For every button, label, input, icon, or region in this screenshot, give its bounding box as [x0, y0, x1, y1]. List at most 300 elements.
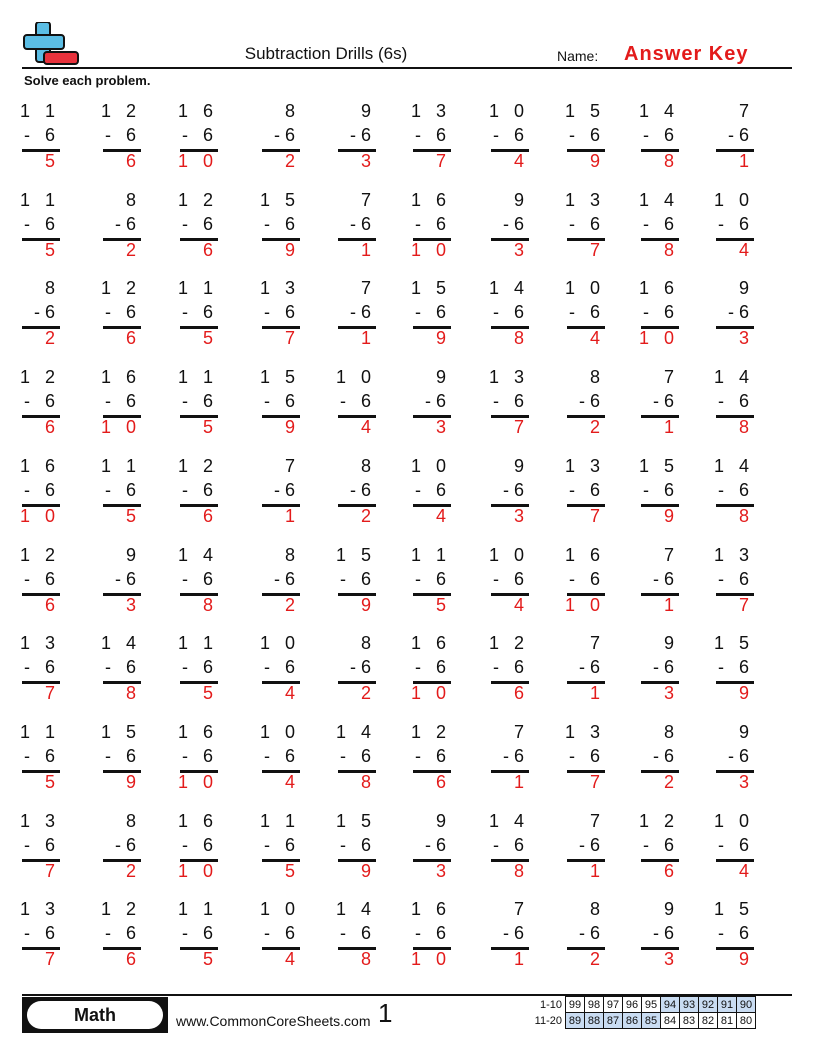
answer: 2 [125, 861, 141, 881]
subtraction-problem [638, 456, 679, 526]
answer: 3 [125, 595, 141, 615]
subtraction-problem [100, 278, 141, 348]
subtraction-problem [716, 722, 754, 792]
subtraction-problem [259, 722, 300, 792]
answer: 6 [513, 683, 529, 703]
score-cell: 95 [642, 997, 661, 1013]
minuend: 9 [513, 190, 529, 210]
subtrahend: - 6 [181, 746, 218, 766]
answer: 7 [738, 595, 754, 615]
answer: 9 [738, 949, 754, 969]
instructions: Solve each problem. [24, 73, 151, 88]
subtraction-problem [564, 456, 605, 526]
score-cell: 81 [718, 1013, 737, 1029]
answer: 8 [202, 595, 218, 615]
minuend: 8 [589, 899, 605, 919]
minuend: 9 [435, 367, 451, 387]
answer: 7 [44, 683, 60, 703]
subtraction-problem [19, 899, 60, 969]
subtraction-problem [259, 633, 300, 703]
minuend: 9 [738, 278, 754, 298]
minuend: 8 [589, 367, 605, 387]
subtrahend: -6 [727, 746, 754, 766]
subtraction-problem [335, 722, 376, 792]
answer: 6 [202, 506, 218, 526]
minuend: 1 3 [19, 633, 60, 653]
subtraction-problem [19, 101, 60, 171]
answer: 2 [284, 151, 300, 171]
minuend: 7 [663, 367, 679, 387]
subtrahend: -6 [652, 657, 679, 677]
subtrahend: -6 [502, 214, 529, 234]
subtraction-problem [488, 101, 529, 171]
minuend: 1 5 [638, 456, 679, 476]
answer: 8 [360, 949, 376, 969]
answer: 4 [513, 151, 529, 171]
answer: 8 [360, 772, 376, 792]
subtrahend: -6 [114, 214, 141, 234]
minuend: 1 4 [638, 190, 679, 210]
answer: 6 [125, 949, 141, 969]
score-cell: 82 [699, 1013, 718, 1029]
minuend: 9 [738, 722, 754, 742]
score-cell: 98 [585, 997, 604, 1013]
minuend: 1 3 [564, 456, 605, 476]
subtraction-problem [638, 278, 679, 348]
minuend: 1 6 [638, 278, 679, 298]
subtraction-problem [100, 456, 141, 526]
subtrahend: -6 [349, 214, 376, 234]
minuend: 9 [360, 101, 376, 121]
answer: 6 [202, 240, 218, 260]
subtrahend: - 6 [339, 391, 376, 411]
subtraction-problem [19, 456, 60, 526]
header-divider [22, 67, 792, 69]
minuend: 8 [360, 456, 376, 476]
subtrahend: - 6 [339, 835, 376, 855]
minuend: 1 4 [100, 633, 141, 653]
minuend: 1 6 [100, 367, 141, 387]
subtrahend: - 6 [23, 569, 60, 589]
subtraction-problem [564, 545, 605, 615]
subtrahend: -6 [727, 125, 754, 145]
answer: 1 0 [410, 949, 451, 969]
minuend: 8 [284, 101, 300, 121]
name-label: Name: [557, 48, 599, 64]
score-cell: 83 [680, 1013, 699, 1029]
subtraction-problem [100, 899, 141, 969]
subtrahend: - 6 [717, 835, 754, 855]
minuend: 1 1 [177, 367, 218, 387]
subtrahend: - 6 [263, 214, 300, 234]
subtraction-problem [177, 899, 218, 969]
minuend: 1 3 [564, 722, 605, 742]
minuend: 1 0 [713, 190, 754, 210]
minuend: 1 0 [259, 722, 300, 742]
answer: 1 [513, 949, 529, 969]
subtraction-problem [491, 190, 529, 260]
subtrahend: - 6 [642, 125, 679, 145]
minuend: 1 3 [410, 101, 451, 121]
answer: 6 [435, 772, 451, 792]
answer: 4 [435, 506, 451, 526]
subtrahend: - 6 [23, 480, 60, 500]
answer: 7 [589, 772, 605, 792]
subtraction-problem [19, 811, 60, 881]
answer: 6 [125, 328, 141, 348]
minuend: 1 3 [19, 811, 60, 831]
subtraction-problem [713, 367, 754, 437]
minuend: 1 4 [713, 456, 754, 476]
subtraction-problem [262, 456, 300, 526]
subtraction-problem [100, 101, 141, 171]
answer: 3 [663, 949, 679, 969]
answer: 9 [663, 506, 679, 526]
subtrahend: - 6 [642, 480, 679, 500]
minuend: 1 4 [488, 278, 529, 298]
minuend: 1 1 [177, 633, 218, 653]
answer: 5 [435, 595, 451, 615]
minuend: 1 3 [564, 190, 605, 210]
subtraction-problem [338, 190, 376, 260]
answer: 6 [125, 151, 141, 171]
answer: 1 [663, 417, 679, 437]
subtrahend: - 6 [568, 569, 605, 589]
subtrahend: - 6 [263, 923, 300, 943]
subtrahend: - 6 [181, 302, 218, 322]
subtrahend: -6 [578, 835, 605, 855]
subtraction-problem [410, 101, 451, 171]
subtraction-problem [177, 278, 218, 348]
subtrahend: - 6 [717, 214, 754, 234]
answer: 1 0 [19, 506, 60, 526]
answer: 3 [360, 151, 376, 171]
answer: 6 [44, 595, 60, 615]
score-cell: 84 [661, 1013, 680, 1029]
answer: 1 [663, 595, 679, 615]
subtraction-problem [100, 367, 141, 437]
subtrahend: - 6 [568, 125, 605, 145]
subtraction-problem [713, 190, 754, 260]
subtrahend: - 6 [23, 657, 60, 677]
subtraction-problem [19, 190, 60, 260]
subtraction-problem [177, 811, 218, 881]
answer: 4 [738, 240, 754, 260]
minuend: 1 3 [488, 367, 529, 387]
subtraction-problem [177, 456, 218, 526]
answer: 2 [663, 772, 679, 792]
answer: 4 [360, 417, 376, 437]
minuend: 1 4 [638, 101, 679, 121]
subtrahend: - 6 [23, 391, 60, 411]
answer: 2 [125, 240, 141, 260]
minuend: 7 [738, 101, 754, 121]
subtrahend: - 6 [414, 923, 451, 943]
answer: 2 [589, 949, 605, 969]
minuend: 1 2 [100, 899, 141, 919]
subtrahend: - 6 [104, 657, 141, 677]
answer: 7 [284, 328, 300, 348]
answer: 1 [513, 772, 529, 792]
subtrahend: - 6 [414, 214, 451, 234]
site-url: www.CommonCoreSheets.com [176, 1013, 371, 1029]
subtraction-problem [177, 190, 218, 260]
subtraction-problem [488, 545, 529, 615]
answer: 1 0 [177, 772, 218, 792]
minuend: 8 [125, 811, 141, 831]
subtraction-problem [259, 367, 300, 437]
subtraction-problem [641, 545, 679, 615]
answer: 1 0 [177, 151, 218, 171]
subtrahend: -6 [349, 125, 376, 145]
minuend: 1 0 [488, 101, 529, 121]
subtraction-problem [100, 722, 141, 792]
answer: 1 0 [410, 240, 451, 260]
subtrahend: - 6 [642, 835, 679, 855]
subtrahend: - 6 [717, 480, 754, 500]
subtrahend: - 6 [181, 391, 218, 411]
minuend: 1 5 [100, 722, 141, 742]
subtraction-problem [338, 633, 376, 703]
subtrahend: -6 [273, 569, 300, 589]
subtrahend: -6 [652, 923, 679, 943]
answer: 3 [663, 683, 679, 703]
answer: 3 [435, 417, 451, 437]
minuend: 1 2 [100, 101, 141, 121]
subtraction-problem [641, 633, 679, 703]
answer: 4 [738, 861, 754, 881]
minuend: 1 1 [19, 101, 60, 121]
subtrahend: -6 [114, 569, 141, 589]
subtraction-problem [716, 101, 754, 171]
minuend: 1 5 [713, 633, 754, 653]
minuend: 8 [360, 633, 376, 653]
minuend: 1 5 [259, 190, 300, 210]
minuend: 7 [513, 722, 529, 742]
score-row [528, 997, 756, 1013]
subtrahend: -6 [424, 835, 451, 855]
minuend: 1 2 [19, 545, 60, 565]
score-cell: 85 [642, 1013, 661, 1029]
answer: 7 [44, 949, 60, 969]
subtrahend: - 6 [263, 391, 300, 411]
subtraction-problem [335, 367, 376, 437]
score-cell: 89 [566, 1013, 585, 1029]
minuend: 1 2 [177, 456, 218, 476]
subtraction-problem [259, 811, 300, 881]
subtrahend: -6 [727, 302, 754, 322]
minuend: 1 1 [177, 899, 218, 919]
subject-badge [22, 997, 168, 1033]
minuend: 7 [663, 545, 679, 565]
subtraction-problem [103, 811, 141, 881]
answer: 3 [738, 328, 754, 348]
subtrahend: - 6 [642, 214, 679, 234]
minuend: 1 1 [410, 545, 451, 565]
minuend: 1 6 [177, 722, 218, 742]
subtrahend: - 6 [263, 302, 300, 322]
answer: 2 [44, 328, 60, 348]
page-number: 1 [378, 998, 393, 1028]
score-cell: 99 [566, 997, 585, 1013]
answer: 1 0 [410, 683, 451, 703]
minuend: 1 6 [410, 190, 451, 210]
subtrahend: -6 [652, 391, 679, 411]
minuend: 7 [589, 811, 605, 831]
minuend: 1 2 [177, 190, 218, 210]
answer: 1 [738, 151, 754, 171]
answer: 1 0 [100, 417, 141, 437]
subtrahend: - 6 [263, 746, 300, 766]
answer: 8 [663, 151, 679, 171]
subtraction-problem [19, 545, 60, 615]
answer: 5 [202, 683, 218, 703]
answer: 8 [513, 328, 529, 348]
minuend: 9 [435, 811, 451, 831]
subtrahend: - 6 [23, 835, 60, 855]
score-cell: 88 [585, 1013, 604, 1029]
subtraction-problem [567, 367, 605, 437]
answer: 1 [360, 328, 376, 348]
score-row [528, 1013, 756, 1029]
subtrahend: - 6 [492, 835, 529, 855]
score-cell: 87 [604, 1013, 623, 1029]
worksheet-title: Subtraction Drills (6s) [244, 44, 408, 63]
minuend: 8 [44, 278, 60, 298]
subtraction-problem [335, 899, 376, 969]
answer: 8 [663, 240, 679, 260]
answer: 2 [360, 506, 376, 526]
subtraction-problem [335, 545, 376, 615]
subtraction-problem [716, 278, 754, 348]
answer: 1 0 [177, 861, 218, 881]
answer: 9 [360, 595, 376, 615]
minuend: 1 5 [713, 899, 754, 919]
subtraction-problem [641, 367, 679, 437]
subtrahend: - 6 [492, 569, 529, 589]
answer: 8 [513, 861, 529, 881]
score-cell: 86 [623, 1013, 642, 1029]
score-row-label: 1-10 [539, 998, 562, 1011]
subtraction-problem [338, 456, 376, 526]
minuend: 9 [663, 899, 679, 919]
subtraction-problem [410, 278, 451, 348]
minuend: 1 2 [638, 811, 679, 831]
subtrahend: - 6 [181, 214, 218, 234]
subtrahend: -6 [349, 480, 376, 500]
minuend: 1 6 [19, 456, 60, 476]
subtrahend: - 6 [414, 657, 451, 677]
answer: 7 [513, 417, 529, 437]
minuend: 1 2 [19, 367, 60, 387]
answer: 8 [738, 417, 754, 437]
subtraction-problem [713, 811, 754, 881]
subtrahend: - 6 [414, 480, 451, 500]
subtrahend: -6 [578, 391, 605, 411]
subtraction-problem [564, 190, 605, 260]
subtrahend: -6 [424, 391, 451, 411]
subtrahend: -6 [349, 657, 376, 677]
minuend: 1 6 [410, 899, 451, 919]
minuend: 9 [513, 456, 529, 476]
subtrahend: - 6 [104, 391, 141, 411]
subtrahend: -6 [502, 923, 529, 943]
subtrahend: - 6 [568, 214, 605, 234]
minuend: 1 1 [19, 190, 60, 210]
answer: 2 [589, 417, 605, 437]
answer: 9 [360, 861, 376, 881]
answer: 5 [284, 861, 300, 881]
subtraction-problem [410, 545, 451, 615]
subtrahend: - 6 [104, 746, 141, 766]
answer: 7 [589, 506, 605, 526]
minuend: 9 [125, 545, 141, 565]
minuend: 1 6 [177, 101, 218, 121]
minuend: 1 4 [335, 722, 376, 742]
answer: 4 [284, 683, 300, 703]
subtrahend: -6 [652, 746, 679, 766]
minuend: 1 6 [177, 811, 218, 831]
subtrahend: -6 [652, 569, 679, 589]
subtrahend: -6 [502, 480, 529, 500]
score-cell: 80 [737, 1013, 756, 1029]
subtrahend: -6 [273, 125, 300, 145]
answer: 5 [44, 240, 60, 260]
subtraction-problem [259, 899, 300, 969]
minuend: 9 [663, 633, 679, 653]
subtraction-problem [338, 278, 376, 348]
subtraction-problem [19, 367, 60, 437]
score-table [528, 996, 756, 1029]
subtraction-problem [641, 722, 679, 792]
subtraction-problem [410, 899, 451, 969]
subtraction-problem [638, 190, 679, 260]
subtraction-problem [567, 899, 605, 969]
minuend: 1 4 [177, 545, 218, 565]
subtraction-problem [410, 456, 451, 526]
minuend: 1 5 [335, 811, 376, 831]
subtrahend: - 6 [642, 302, 679, 322]
answer: 9 [284, 417, 300, 437]
minuend: 1 0 [713, 811, 754, 831]
minuend: 1 0 [259, 899, 300, 919]
subtraction-problem [262, 545, 300, 615]
subtraction-problem [413, 367, 451, 437]
score-cell: 92 [699, 997, 718, 1013]
subtrahend: - 6 [104, 302, 141, 322]
minuend: 1 2 [488, 633, 529, 653]
subtrahend: - 6 [717, 569, 754, 589]
minuend: 1 2 [100, 278, 141, 298]
subtraction-problem [567, 811, 605, 881]
answer: 4 [589, 328, 605, 348]
minuend: 1 1 [100, 456, 141, 476]
subtraction-problem [564, 278, 605, 348]
subtraction-problem [641, 899, 679, 969]
subtraction-problem [564, 722, 605, 792]
subtraction-problem [488, 278, 529, 348]
subtraction-problem [410, 633, 451, 703]
subtraction-problem [713, 899, 754, 969]
subtraction-problem [488, 367, 529, 437]
minuend: 1 3 [259, 278, 300, 298]
minuend: 8 [284, 545, 300, 565]
answer: 9 [738, 683, 754, 703]
subtraction-problem [177, 545, 218, 615]
subtrahend: - 6 [492, 657, 529, 677]
subtrahend: - 6 [414, 302, 451, 322]
score-cell: 91 [718, 997, 737, 1013]
